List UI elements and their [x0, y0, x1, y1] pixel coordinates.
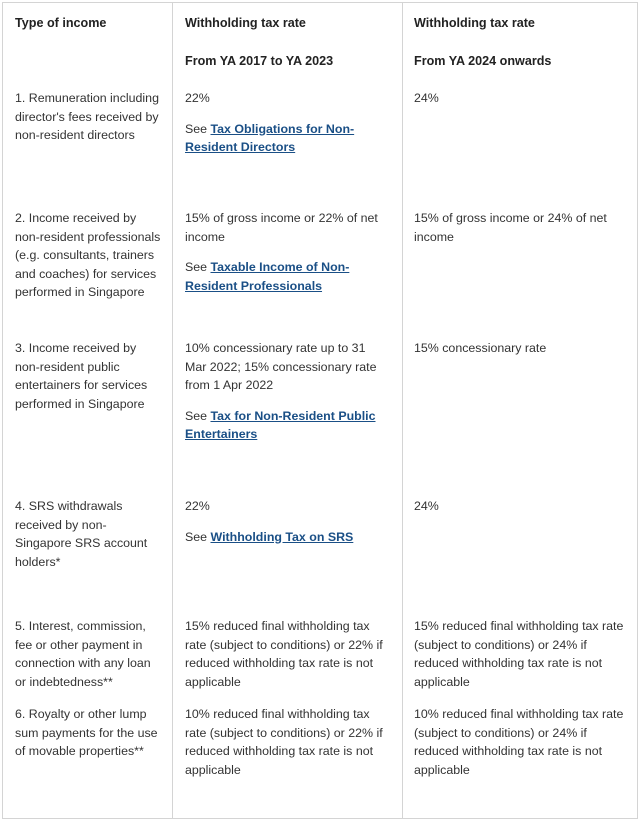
link-taxable-income-non-resident-professionals[interactable]: Taxable Income of Non-Resident Professionals	[185, 260, 350, 293]
row-1-income-type: 1. Remuneration including director's fees received by non-resident directors	[15, 91, 159, 143]
row-5-income-type: 5. Interest, commission, fee or other payment in connection with any loan or indebtedness**	[15, 619, 151, 689]
header-type-of-income: Type of income	[15, 16, 107, 30]
header-rate-2017-period: From YA 2017 to YA 2023	[185, 53, 334, 68]
row-1-rate-2017	[185, 89, 390, 157]
row-4-rate-2017	[185, 497, 390, 546]
row-4-rate-2017-value: 22%	[185, 499, 210, 513]
row-2-rate-2024: 15% of gross income or 24% of net income	[414, 211, 607, 244]
row-2-rate-2017	[185, 209, 390, 295]
see-prefix: See	[185, 529, 211, 544]
row-3-see-reference	[185, 407, 390, 444]
row-3-rate-2017-value: 10% concessionary rate up to 31 Mar 2022; 15% concessionary rate from 1 Apr 2022	[185, 341, 377, 393]
header-rate-2024-title: Withholding tax rate	[414, 16, 535, 30]
row-4-income-type: 4. SRS withdrawals received by non-Singapore SRS account holders*	[15, 499, 148, 569]
see-prefix: See	[185, 408, 211, 423]
link-tax-obligations-non-resident-directors[interactable]: Tax Obligations for Non-Resident Directors	[185, 121, 355, 155]
row-4-see-reference	[185, 528, 390, 547]
row-6-income-type: 6. Royalty or other lump sum payments for the use of movable properties**	[15, 707, 158, 759]
row-5-rate-2017: 15% reduced final withholding tax rate (subject to conditions) or 22% if reduced withholding tax rate is not applicable	[185, 619, 383, 689]
row-3-rate-2024: 15% concessionary rate	[414, 341, 547, 355]
header-rate-2024	[414, 14, 626, 70]
see-prefix: See	[185, 260, 211, 275]
row-2-income-type: 2. Income received by non-resident professionals (e.g. consultants, trainers and coaches) for services performed in Singapore	[15, 211, 161, 300]
row-3-income-type: 3. Income received by non-resident public entertainers for services performed in Singapore	[15, 341, 148, 411]
see-prefix: See	[185, 121, 211, 136]
row-4-rate-2024: 24%	[414, 499, 439, 513]
column-divider-2	[402, 2, 403, 819]
header-rate-2024-period: From YA 2024 onwards	[414, 53, 552, 68]
column-divider-1	[172, 2, 173, 819]
row-1-rate-2017-value: 22%	[185, 91, 210, 105]
header-rate-2017	[185, 14, 390, 70]
link-withholding-tax-on-srs[interactable]: Withholding Tax on SRS	[210, 529, 354, 544]
header-rate-2017-title: Withholding tax rate	[185, 16, 306, 30]
row-2-see-reference	[185, 258, 390, 295]
row-6-rate-2017: 10% reduced final withholding tax rate (subject to conditions) or 22% if reduced withholding tax rate is not applicable	[185, 707, 383, 777]
row-3-rate-2017	[185, 339, 390, 444]
link-tax-non-resident-public-entertainers[interactable]: Tax for Non-Resident Public Entertainers	[185, 408, 376, 442]
row-2-rate-2017-value: 15% of gross income or 22% of net income	[185, 211, 378, 244]
row-5-rate-2024: 15% reduced final withholding tax rate (subject to conditions) or 24% if reduced withholding tax rate is not applicable	[414, 619, 624, 689]
row-1-rate-2024: 24%	[414, 91, 439, 105]
row-1-see-reference	[185, 120, 390, 157]
row-6-rate-2024: 10% reduced final withholding tax rate (subject to conditions) or 24% if reduced withholding tax rate is not applicable	[414, 707, 624, 777]
